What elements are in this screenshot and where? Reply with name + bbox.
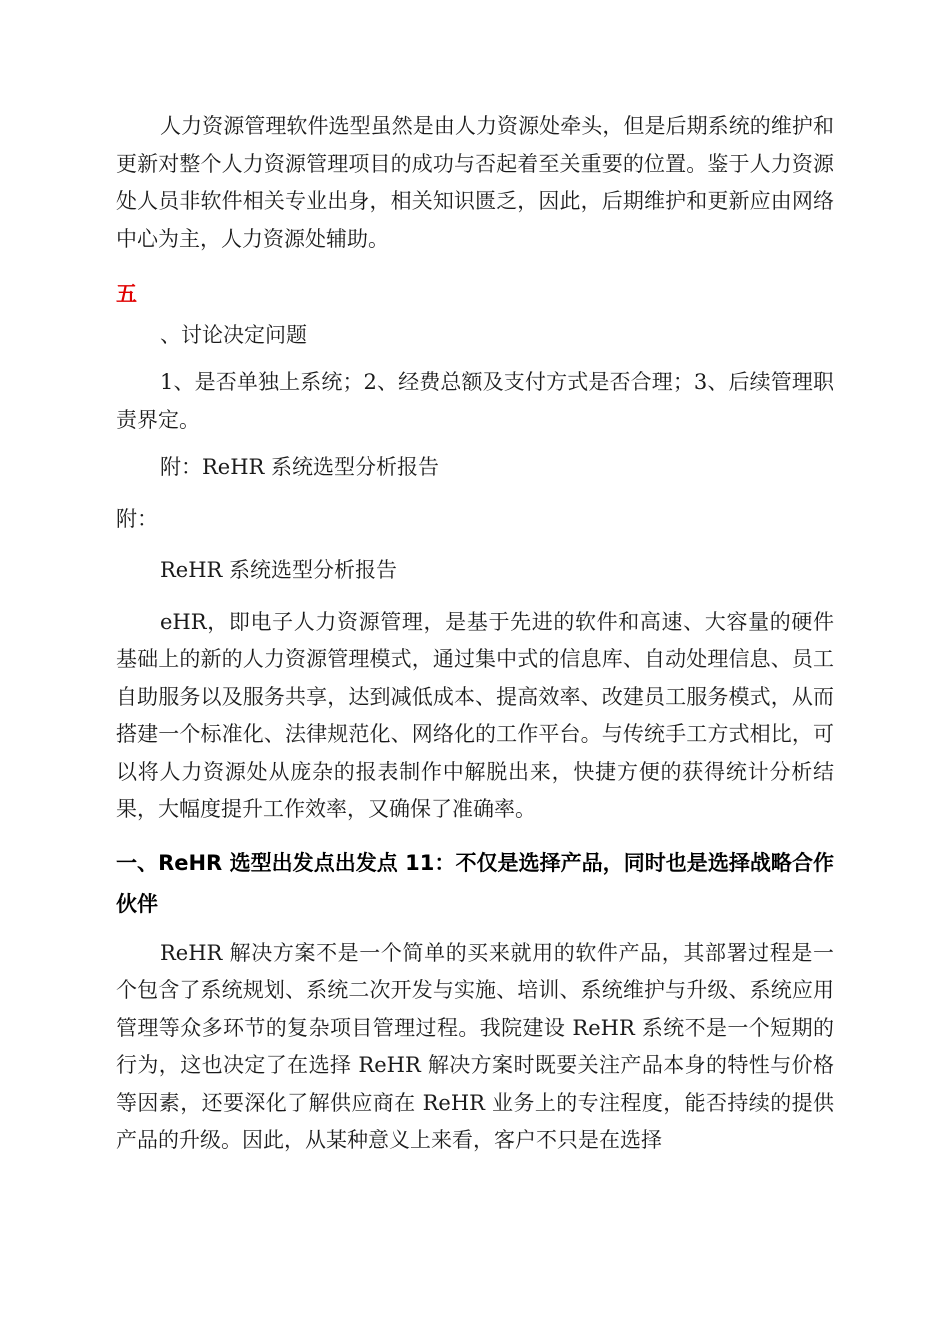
section-five-title: 、讨论决定问题	[160, 323, 307, 347]
issues-paragraph: 1、是否单独上系统；2、经费总额及支付方式是否合理；3、后续管理职责界定。	[116, 370, 834, 432]
document-body	[116, 108, 834, 1160]
intro-paragraph: 人力资源管理软件选型虽然是由人力资源处牵头，但是后期系统的维护和更新对整个人力资源管理项目的成功与否起着至关重要的位置。鉴于人力资源处人员非软件相关专业出身，相关知识匮乏，因此，后期维护和更新应由网络中心为主，人力资源处辅助。	[116, 114, 834, 251]
report-title: ReHR 系统选型分析报告	[160, 558, 398, 582]
attachment-label: 附：	[116, 506, 158, 531]
rehr-paragraph: ReHR 解决方案不是一个简单的买来就用的软件产品，其部署过程是一个包含了系统规划、系统二次开发与实施、培训、系统维护与升级、系统应用管理等众多环节的复杂项目管理过程。我院建设 ReHR 系统不是一个短期的行为，这也决定了在选择 ReHR 解决方案时既要关注产品本身的特性与价格等因素，还要深化了解供应商在 ReHR 业务上的专注程度，能否持续的提供产品的升级。因此，从某种意义上来看，客户不只是在选择	[116, 940, 834, 1152]
attachment-line: 附：ReHR 系统选型分析报告	[160, 455, 440, 479]
section-one-heading: 一、ReHR 选型出发点出发点 11：不仅是选择产品，同时也是选择战略合作伙伴	[116, 850, 834, 916]
ehr-paragraph: eHR，即电子人力资源管理，是基于先进的软件和高速、大容量的硬件基础上的新的人力资源管理模式，通过集中式的信息库、自动处理信息、员工自助服务以及服务共享，达到减低成本、提高效率、改建员工服务模式，从而搭建一个标准化、法律规范化、网络化的工作平台。与传统手工方式相比，可以将人力资源处从庞杂的报表制作中解脱出来，快捷方便的获得统计分析结果，大幅度提升工作效率，又确保了准确率。	[116, 609, 834, 821]
section-five-number: 五	[116, 282, 137, 306]
